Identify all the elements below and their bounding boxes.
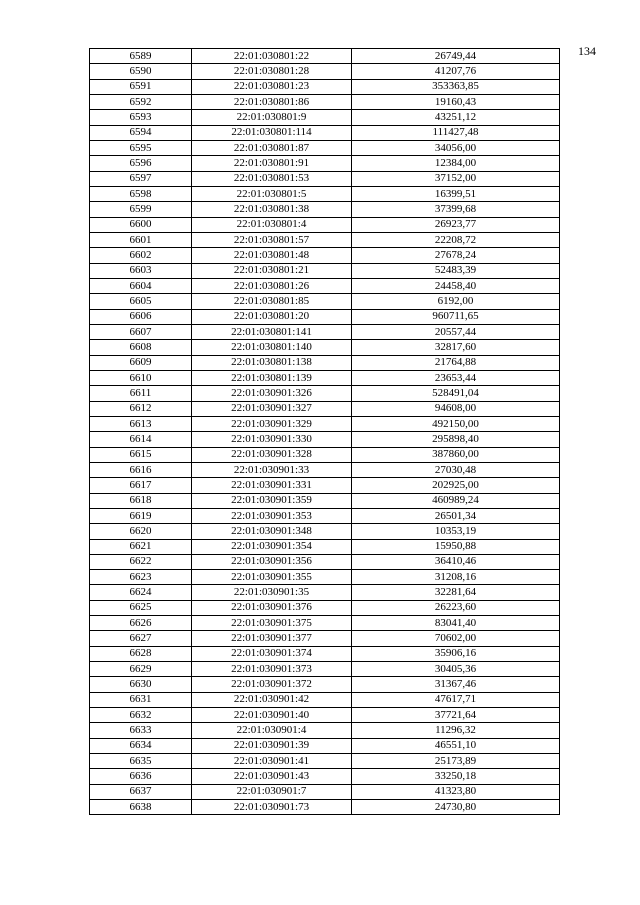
- value-cell: 15950,88: [352, 539, 560, 554]
- cadastral-table: [89, 48, 560, 815]
- value-cell: 46551,10: [352, 738, 560, 753]
- row-number-cell: 6617: [90, 478, 192, 493]
- cadastral-number-cell: 22:01:030901:4: [192, 723, 352, 738]
- value-cell: 32817,60: [352, 340, 560, 355]
- cadastral-number-cell: 22:01:030901:326: [192, 386, 352, 401]
- value-cell: 111427,48: [352, 125, 560, 140]
- cadastral-number-cell: 22:01:030901:73: [192, 800, 352, 815]
- value-cell: 20557,44: [352, 324, 560, 339]
- table-row: [90, 784, 560, 799]
- table-row: [90, 708, 560, 723]
- cadastral-number-cell: 22:01:030901:375: [192, 616, 352, 631]
- cadastral-number-cell: 22:01:030801:20: [192, 309, 352, 324]
- cadastral-number-cell: 22:01:030901:374: [192, 646, 352, 661]
- cadastral-number-cell: 22:01:030801:141: [192, 324, 352, 339]
- value-cell: 37152,00: [352, 171, 560, 186]
- value-cell: 460989,24: [352, 493, 560, 508]
- table-row: [90, 386, 560, 401]
- cadastral-number-cell: 22:01:030801:23: [192, 79, 352, 94]
- table-row: [90, 64, 560, 79]
- cadastral-number-cell: 22:01:030901:35: [192, 585, 352, 600]
- table-body: [90, 49, 560, 815]
- value-cell: 36410,46: [352, 554, 560, 569]
- table-row: [90, 94, 560, 109]
- value-cell: 30405,36: [352, 662, 560, 677]
- value-cell: 94608,00: [352, 401, 560, 416]
- cadastral-number-cell: 22:01:030901:329: [192, 416, 352, 431]
- table-row: [90, 217, 560, 232]
- row-number-cell: 6592: [90, 94, 192, 109]
- row-number-cell: 6604: [90, 278, 192, 293]
- value-cell: 25173,89: [352, 754, 560, 769]
- table-row: [90, 570, 560, 585]
- cadastral-number-cell: 22:01:030901:7: [192, 784, 352, 799]
- cadastral-number-cell: 22:01:030801:48: [192, 248, 352, 263]
- cadastral-number-cell: 22:01:030801:85: [192, 294, 352, 309]
- value-cell: 10353,19: [352, 524, 560, 539]
- cadastral-number-cell: 22:01:030801:5: [192, 186, 352, 201]
- table-row: [90, 278, 560, 293]
- cadastral-number-cell: 22:01:030901:372: [192, 677, 352, 692]
- value-cell: 43251,12: [352, 110, 560, 125]
- row-number-cell: 6622: [90, 554, 192, 569]
- value-cell: 26749,44: [352, 49, 560, 64]
- row-number-cell: 6616: [90, 462, 192, 477]
- value-cell: 27678,24: [352, 248, 560, 263]
- row-number-cell: 6597: [90, 171, 192, 186]
- cadastral-number-cell: 22:01:030901:355: [192, 570, 352, 585]
- table-row: [90, 49, 560, 64]
- table-row: [90, 140, 560, 155]
- row-number-cell: 6600: [90, 217, 192, 232]
- value-cell: 52483,39: [352, 263, 560, 278]
- row-number-cell: 6595: [90, 140, 192, 155]
- cadastral-number-cell: 22:01:030901:353: [192, 508, 352, 523]
- cadastral-number-cell: 22:01:030801:86: [192, 94, 352, 109]
- table-row: [90, 79, 560, 94]
- value-cell: 83041,40: [352, 616, 560, 631]
- table-row: [90, 616, 560, 631]
- row-number-cell: 6634: [90, 738, 192, 753]
- table-row: [90, 692, 560, 707]
- value-cell: 26923,77: [352, 217, 560, 232]
- table-row: [90, 631, 560, 646]
- table-row: [90, 232, 560, 247]
- value-cell: 22208,72: [352, 232, 560, 247]
- row-number-cell: 6593: [90, 110, 192, 125]
- row-number-cell: 6603: [90, 263, 192, 278]
- value-cell: 41323,80: [352, 784, 560, 799]
- row-number-cell: 6623: [90, 570, 192, 585]
- row-number-cell: 6620: [90, 524, 192, 539]
- value-cell: 41207,76: [352, 64, 560, 79]
- table-row: [90, 554, 560, 569]
- table-row: [90, 585, 560, 600]
- value-cell: 353363,85: [352, 79, 560, 94]
- table-row: [90, 677, 560, 692]
- value-cell: 31367,46: [352, 677, 560, 692]
- row-number-cell: 6637: [90, 784, 192, 799]
- cadastral-number-cell: 22:01:030901:33: [192, 462, 352, 477]
- table-row: [90, 600, 560, 615]
- table-row: [90, 202, 560, 217]
- cadastral-number-cell: 22:01:030901:377: [192, 631, 352, 646]
- value-cell: 387860,00: [352, 447, 560, 462]
- row-number-cell: 6590: [90, 64, 192, 79]
- page-number: 134: [578, 44, 596, 58]
- row-number-cell: 6630: [90, 677, 192, 692]
- cadastral-number-cell: 22:01:030801:87: [192, 140, 352, 155]
- value-cell: 26223,60: [352, 600, 560, 615]
- row-number-cell: 6633: [90, 723, 192, 738]
- cadastral-number-cell: 22:01:030901:356: [192, 554, 352, 569]
- table-row: [90, 370, 560, 385]
- cadastral-number-cell: 22:01:030801:38: [192, 202, 352, 217]
- cadastral-number-cell: 22:01:030901:359: [192, 493, 352, 508]
- row-number-cell: 6624: [90, 585, 192, 600]
- value-cell: 35906,16: [352, 646, 560, 661]
- value-cell: 26501,34: [352, 508, 560, 523]
- row-number-cell: 6605: [90, 294, 192, 309]
- cadastral-number-cell: 22:01:030901:40: [192, 708, 352, 723]
- row-number-cell: 6607: [90, 324, 192, 339]
- value-cell: 202925,00: [352, 478, 560, 493]
- cadastral-number-cell: 22:01:030901:373: [192, 662, 352, 677]
- value-cell: 21764,88: [352, 355, 560, 370]
- value-cell: 11296,32: [352, 723, 560, 738]
- cadastral-number-cell: 22:01:030801:114: [192, 125, 352, 140]
- value-cell: 19160,43: [352, 94, 560, 109]
- value-cell: 24458,40: [352, 278, 560, 293]
- value-cell: 960711,65: [352, 309, 560, 324]
- cadastral-number-cell: 22:01:030801:4: [192, 217, 352, 232]
- table-row: [90, 447, 560, 462]
- row-number-cell: 6606: [90, 309, 192, 324]
- value-cell: 528491,04: [352, 386, 560, 401]
- value-cell: 492150,00: [352, 416, 560, 431]
- value-cell: 31208,16: [352, 570, 560, 585]
- row-number-cell: 6589: [90, 49, 192, 64]
- table-row: [90, 309, 560, 324]
- cadastral-number-cell: 22:01:030901:39: [192, 738, 352, 753]
- cadastral-number-cell: 22:01:030901:328: [192, 447, 352, 462]
- row-number-cell: 6608: [90, 340, 192, 355]
- value-cell: 23653,44: [352, 370, 560, 385]
- value-cell: 37399,68: [352, 202, 560, 217]
- row-number-cell: 6599: [90, 202, 192, 217]
- cadastral-number-cell: 22:01:030801:9: [192, 110, 352, 125]
- table-row: [90, 800, 560, 815]
- row-number-cell: 6632: [90, 708, 192, 723]
- value-cell: 34056,00: [352, 140, 560, 155]
- cadastral-number-cell: 22:01:030801:21: [192, 263, 352, 278]
- table-row: [90, 754, 560, 769]
- table-row: [90, 646, 560, 661]
- cadastral-number-cell: 22:01:030901:327: [192, 401, 352, 416]
- row-number-cell: 6611: [90, 386, 192, 401]
- row-number-cell: 6631: [90, 692, 192, 707]
- row-number-cell: 6627: [90, 631, 192, 646]
- cadastral-number-cell: 22:01:030901:376: [192, 600, 352, 615]
- table-row: [90, 401, 560, 416]
- cadastral-number-cell: 22:01:030801:22: [192, 49, 352, 64]
- row-number-cell: 6638: [90, 800, 192, 815]
- row-number-cell: 6594: [90, 125, 192, 140]
- row-number-cell: 6621: [90, 539, 192, 554]
- value-cell: 70602,00: [352, 631, 560, 646]
- table-row: [90, 539, 560, 554]
- table-row: [90, 432, 560, 447]
- cadastral-number-cell: 22:01:030801:91: [192, 156, 352, 171]
- cadastral-number-cell: 22:01:030901:43: [192, 769, 352, 784]
- value-cell: 47617,71: [352, 692, 560, 707]
- value-cell: 27030,48: [352, 462, 560, 477]
- row-number-cell: 6609: [90, 355, 192, 370]
- table-row: [90, 294, 560, 309]
- row-number-cell: 6612: [90, 401, 192, 416]
- value-cell: 33250,18: [352, 769, 560, 784]
- table-row: [90, 186, 560, 201]
- row-number-cell: 6629: [90, 662, 192, 677]
- cadastral-number-cell: 22:01:030901:354: [192, 539, 352, 554]
- row-number-cell: 6598: [90, 186, 192, 201]
- table-row: [90, 723, 560, 738]
- table-row: [90, 248, 560, 263]
- table-row: [90, 524, 560, 539]
- value-cell: 295898,40: [352, 432, 560, 447]
- row-number-cell: 6610: [90, 370, 192, 385]
- table-row: [90, 263, 560, 278]
- row-number-cell: 6614: [90, 432, 192, 447]
- value-cell: 16399,51: [352, 186, 560, 201]
- table-row: [90, 462, 560, 477]
- row-number-cell: 6591: [90, 79, 192, 94]
- cadastral-number-cell: 22:01:030901:330: [192, 432, 352, 447]
- cadastral-number-cell: 22:01:030801:138: [192, 355, 352, 370]
- table-row: [90, 478, 560, 493]
- cadastral-number-cell: 22:01:030901:41: [192, 754, 352, 769]
- row-number-cell: 6635: [90, 754, 192, 769]
- table-row: [90, 125, 560, 140]
- table-row: [90, 738, 560, 753]
- table-row: [90, 662, 560, 677]
- row-number-cell: 6626: [90, 616, 192, 631]
- table-row: [90, 110, 560, 125]
- table-row: [90, 508, 560, 523]
- table-row: [90, 416, 560, 431]
- value-cell: 32281,64: [352, 585, 560, 600]
- cadastral-number-cell: 22:01:030801:53: [192, 171, 352, 186]
- row-number-cell: 6636: [90, 769, 192, 784]
- value-cell: 37721,64: [352, 708, 560, 723]
- value-cell: 12384,00: [352, 156, 560, 171]
- row-number-cell: 6618: [90, 493, 192, 508]
- row-number-cell: 6602: [90, 248, 192, 263]
- row-number-cell: 6596: [90, 156, 192, 171]
- cadastral-number-cell: 22:01:030801:28: [192, 64, 352, 79]
- table-row: [90, 156, 560, 171]
- table-row: [90, 324, 560, 339]
- row-number-cell: 6625: [90, 600, 192, 615]
- row-number-cell: 6613: [90, 416, 192, 431]
- cadastral-number-cell: 22:01:030901:42: [192, 692, 352, 707]
- value-cell: 6192,00: [352, 294, 560, 309]
- cadastral-number-cell: 22:01:030801:26: [192, 278, 352, 293]
- row-number-cell: 6619: [90, 508, 192, 523]
- table-row: [90, 769, 560, 784]
- cadastral-number-cell: 22:01:030901:331: [192, 478, 352, 493]
- cadastral-number-cell: 22:01:030901:348: [192, 524, 352, 539]
- table-row: [90, 355, 560, 370]
- value-cell: 24730,80: [352, 800, 560, 815]
- cadastral-number-cell: 22:01:030801:140: [192, 340, 352, 355]
- table-row: [90, 171, 560, 186]
- cadastral-number-cell: 22:01:030801:139: [192, 370, 352, 385]
- row-number-cell: 6601: [90, 232, 192, 247]
- table-row: [90, 340, 560, 355]
- table-row: [90, 493, 560, 508]
- cadastral-number-cell: 22:01:030801:57: [192, 232, 352, 247]
- row-number-cell: 6615: [90, 447, 192, 462]
- row-number-cell: 6628: [90, 646, 192, 661]
